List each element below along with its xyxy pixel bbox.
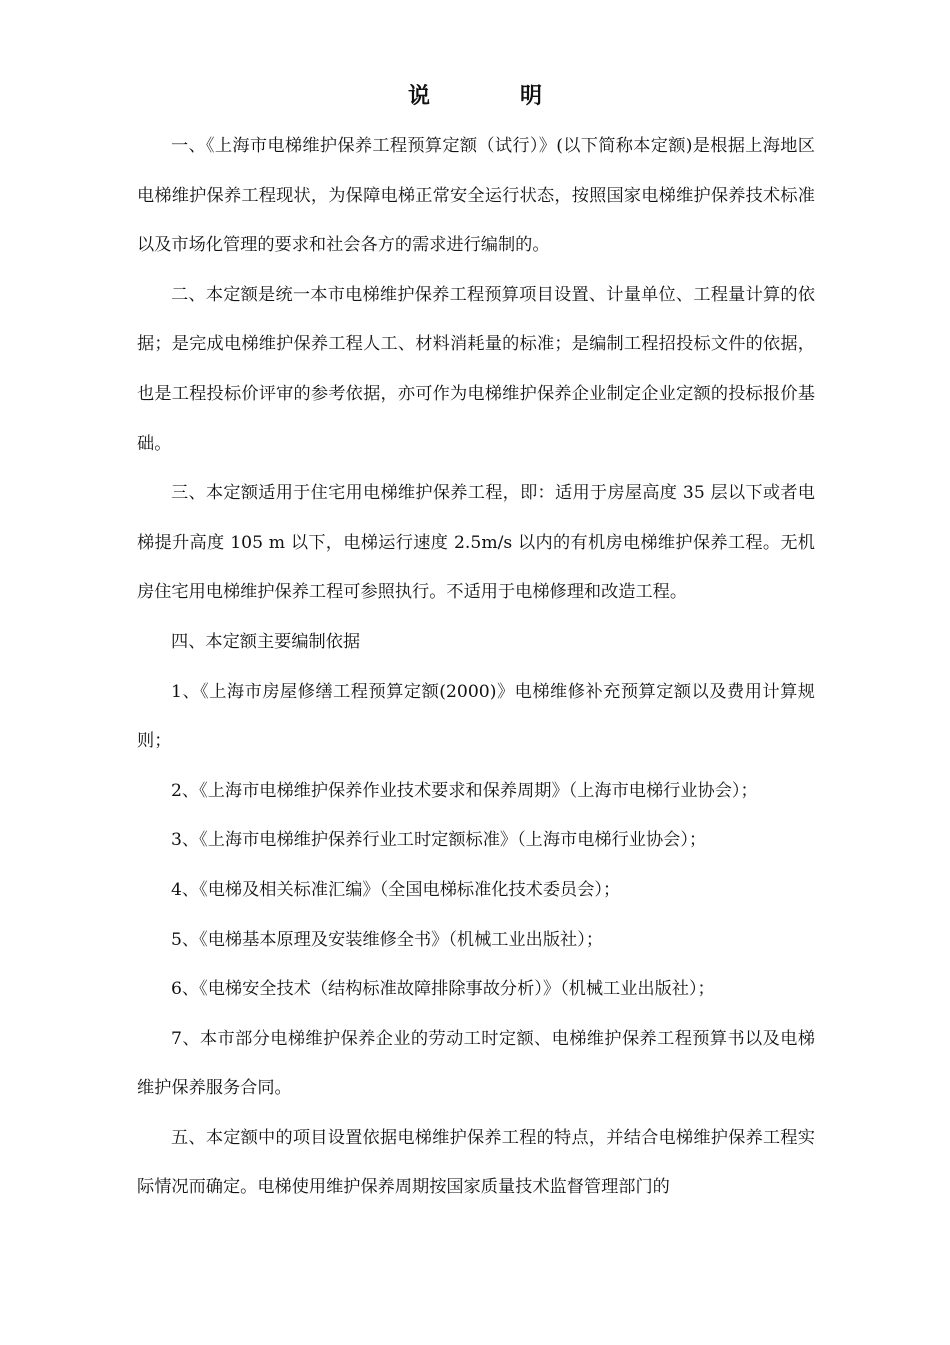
paragraph-4-heading: 四、本定额主要编制依据	[171, 631, 361, 652]
list-item-2: 2、《上海市电梯维护保养作业技术要求和保养周期》（上海市电梯行业协会）；	[171, 780, 758, 801]
list-item-5: 5、《电梯基本原理及安装维修全书》（机械工业出版社）；	[171, 929, 604, 950]
paragraph-1: 一、《上海市电梯维护保养工程预算定额（试行）》(以下简称本定额)是根据上海地区电梯维护保养工程现状，为保障电梯正常安全运行状态，按照国家电梯维护保养技术标准以及市场化管理的要求和社会各方的需求进行编制的。	[137, 136, 815, 256]
document-title: 说 明	[407, 83, 576, 109]
list-item-3: 3、《上海市电梯维护保养行业工时定额标准》（上海市电梯行业协会）；	[171, 830, 707, 851]
paragraph-2: 二、本定额是统一本市电梯维护保养工程预算项目设置、计量单位、工程量计算的依据；是完成电梯维护保养工程人工、材料消耗量的标准；是编制工程招投标文件的依据，也是工程投标价评审的参考依据，亦可作为电梯维护保养企业制定企业定额的投标报价基础。	[137, 284, 815, 454]
paragraph-3: 三、本定额适用于住宅用电梯维护保养工程，即：适用于房屋高度 35 层以下或者电梯提升高度 105 m 以下，电梯运行速度 2.5m/s 以内的有机房电梯维护保养工程。无机房住宅用电梯维护保养工程可参照执行。不适用于电梯修理和改造工程。	[137, 483, 815, 603]
list-item-7: 7、本市部分电梯维护保养企业的劳动工时定额、电梯维护保养工程预算书以及电梯维护保养服务合同。	[137, 1028, 815, 1099]
list-item-6: 6、《电梯安全技术（结构标准故障排除事故分析）》（机械工业出版社）；	[171, 979, 715, 1000]
paragraph-5: 五、本定额中的项目设置依据电梯维护保养工程的特点，并结合电梯维护保养工程实际情况而确定。电梯使用维护保养周期按国家质量技术监督管理部门的	[137, 1127, 815, 1198]
list-item-4: 4、《电梯及相关标准汇编》（全国电梯标准化技术委员会）；	[171, 879, 621, 900]
document-body	[137, 122, 815, 1213]
list-item-1: 1、《上海市房屋修缮工程预算定额(2000)》电梯维修补充预算定额以及费用计算规则；	[137, 681, 815, 752]
